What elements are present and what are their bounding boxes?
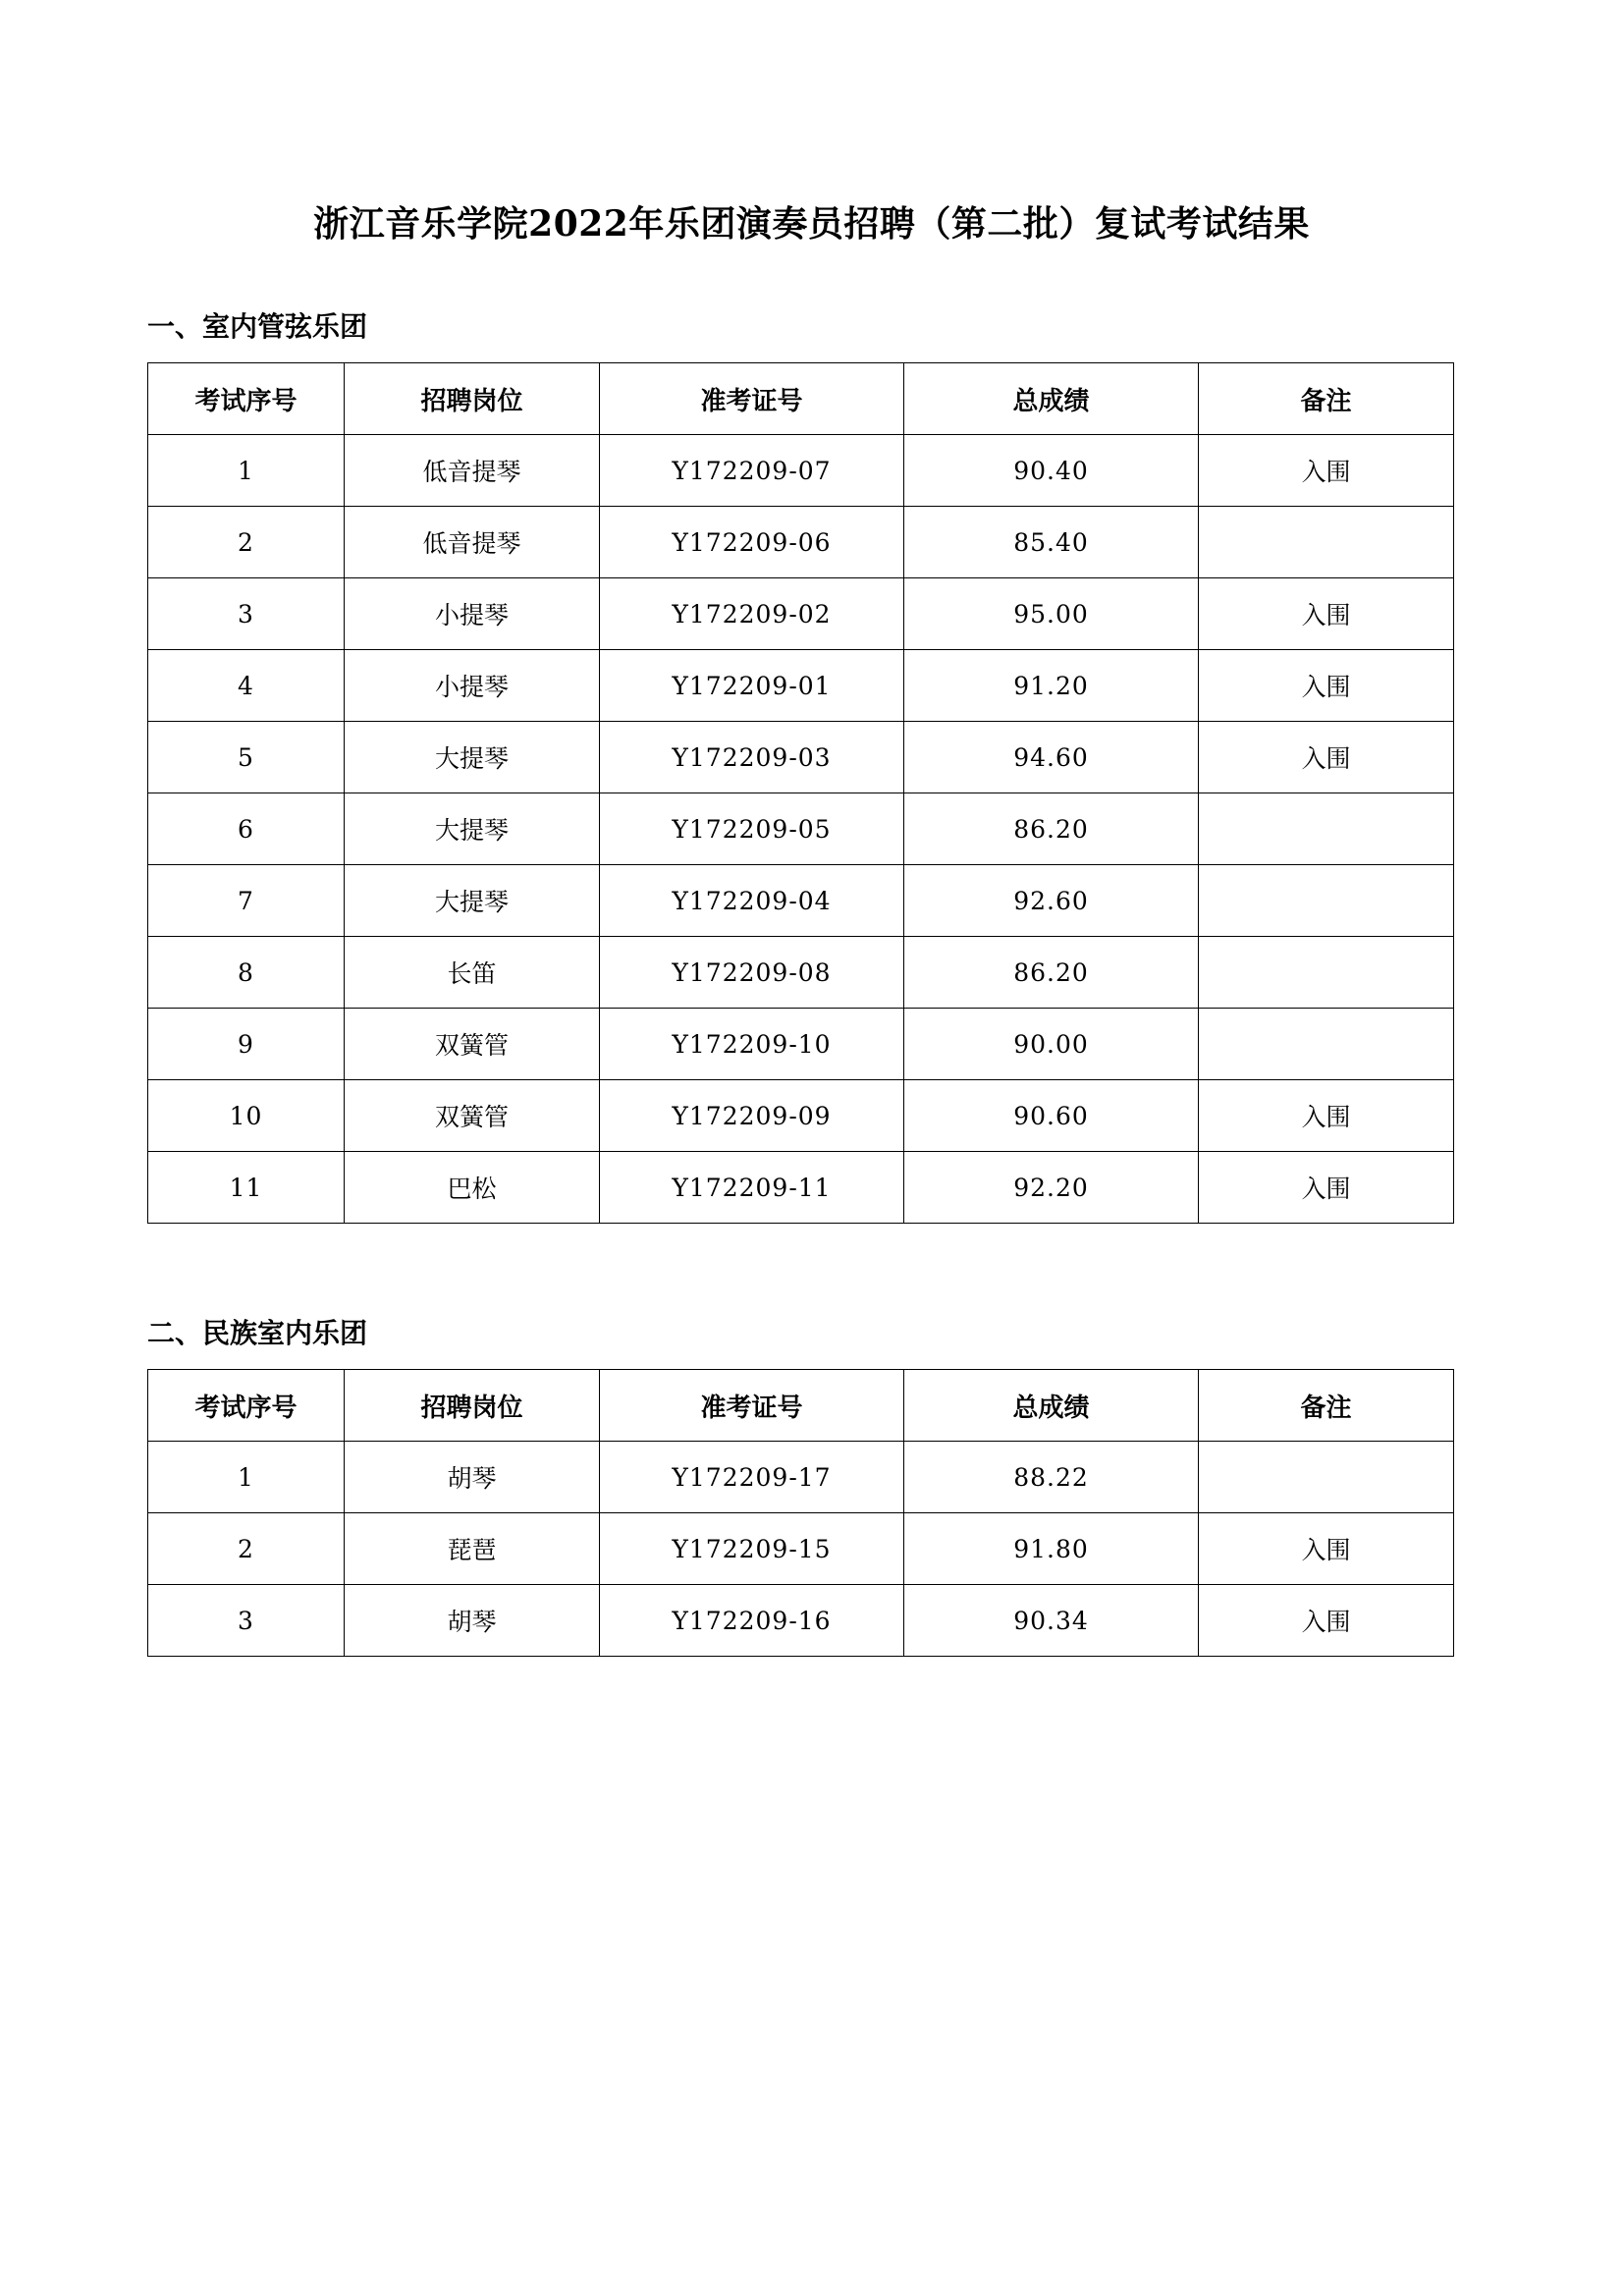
results-table-chinese-chamber-ensemble [147, 1369, 1454, 1657]
cell-total-score: 90.00 [904, 1009, 1199, 1080]
cell-position: 低音提琴 [345, 435, 600, 507]
column-header-ticket-number: 准考证号 [600, 363, 904, 435]
cell-position: 小提琴 [345, 578, 600, 650]
section-heading-chamber-orchestra: 一、室内管弦乐团 [147, 310, 368, 343]
cell-total-score: 90.60 [904, 1080, 1199, 1152]
cell-remark: 入围 [1199, 435, 1454, 507]
cell-exam-number: 1 [148, 1442, 345, 1513]
cell-total-score: 86.20 [904, 793, 1199, 865]
table-row [148, 507, 1454, 578]
cell-ticket-number: Y172209-07 [600, 435, 904, 507]
cell-position: 长笛 [345, 937, 600, 1009]
cell-position: 胡琴 [345, 1442, 600, 1513]
cell-total-score: 94.60 [904, 722, 1199, 793]
cell-remark [1199, 793, 1454, 865]
cell-ticket-number: Y172209-16 [600, 1585, 904, 1657]
cell-exam-number: 4 [148, 650, 345, 722]
table-row [148, 793, 1454, 865]
cell-position: 琵琶 [345, 1513, 600, 1585]
cell-total-score: 95.00 [904, 578, 1199, 650]
cell-ticket-number: Y172209-03 [600, 722, 904, 793]
cell-remark [1199, 937, 1454, 1009]
cell-remark: 入围 [1199, 578, 1454, 650]
cell-total-score: 88.22 [904, 1442, 1199, 1513]
cell-exam-number: 1 [148, 435, 345, 507]
cell-position: 大提琴 [345, 793, 600, 865]
cell-total-score: 92.60 [904, 865, 1199, 937]
column-header-exam-number: 考试序号 [148, 363, 345, 435]
cell-position: 大提琴 [345, 722, 600, 793]
cell-total-score: 92.20 [904, 1152, 1199, 1224]
cell-ticket-number: Y172209-01 [600, 650, 904, 722]
cell-ticket-number: Y172209-05 [600, 793, 904, 865]
cell-total-score: 90.40 [904, 435, 1199, 507]
cell-exam-number: 8 [148, 937, 345, 1009]
cell-position: 双簧管 [345, 1009, 600, 1080]
table-row [148, 937, 1454, 1009]
page-bottom-spacer [147, 1657, 1476, 2050]
column-header-remark: 备注 [1199, 1370, 1454, 1442]
table-row [148, 1009, 1454, 1080]
cell-ticket-number: Y172209-10 [600, 1009, 904, 1080]
cell-position: 大提琴 [345, 865, 600, 937]
table-row [148, 1080, 1454, 1152]
cell-position: 双簧管 [345, 1080, 600, 1152]
cell-remark [1199, 865, 1454, 937]
cell-exam-number: 5 [148, 722, 345, 793]
table-row [148, 722, 1454, 793]
cell-ticket-number: Y172209-11 [600, 1152, 904, 1224]
column-header-position: 招聘岗位 [345, 1370, 600, 1442]
page-title: 浙江音乐学院2022年乐团演奏员招聘（第二批）复试考试结果 [313, 203, 1310, 245]
cell-ticket-number: Y172209-04 [600, 865, 904, 937]
cell-remark [1199, 507, 1454, 578]
section-heading-chinese-chamber-ensemble: 二、民族室内乐团 [147, 1317, 368, 1349]
table-row [148, 650, 1454, 722]
cell-remark: 入围 [1199, 1513, 1454, 1585]
column-header-exam-number: 考试序号 [148, 1370, 345, 1442]
column-header-remark: 备注 [1199, 363, 1454, 435]
table-row [148, 1152, 1454, 1224]
cell-remark: 入围 [1199, 1080, 1454, 1152]
column-header-ticket-number: 准考证号 [600, 1370, 904, 1442]
cell-exam-number: 2 [148, 1513, 345, 1585]
table-header-row [148, 363, 1454, 435]
cell-exam-number: 3 [148, 1585, 345, 1657]
cell-remark: 入围 [1199, 1152, 1454, 1224]
cell-ticket-number: Y172209-06 [600, 507, 904, 578]
table-row [148, 1442, 1454, 1513]
cell-total-score: 86.20 [904, 937, 1199, 1009]
cell-position: 胡琴 [345, 1585, 600, 1657]
cell-ticket-number: Y172209-15 [600, 1513, 904, 1585]
table-header-row [148, 1370, 1454, 1442]
cell-total-score: 85.40 [904, 507, 1199, 578]
cell-position: 小提琴 [345, 650, 600, 722]
table-row [148, 578, 1454, 650]
cell-remark [1199, 1009, 1454, 1080]
table-row [148, 1585, 1454, 1657]
cell-exam-number: 9 [148, 1009, 345, 1080]
cell-exam-number: 2 [148, 507, 345, 578]
table-row [148, 1513, 1454, 1585]
results-table-chamber-orchestra [147, 362, 1454, 1224]
cell-total-score: 90.34 [904, 1585, 1199, 1657]
cell-remark: 入围 [1199, 722, 1454, 793]
cell-position: 低音提琴 [345, 507, 600, 578]
cell-ticket-number: Y172209-09 [600, 1080, 904, 1152]
cell-ticket-number: Y172209-17 [600, 1442, 904, 1513]
cell-exam-number: 10 [148, 1080, 345, 1152]
cell-remark: 入围 [1199, 1585, 1454, 1657]
cell-total-score: 91.80 [904, 1513, 1199, 1585]
cell-remark: 入围 [1199, 650, 1454, 722]
cell-remark [1199, 1442, 1454, 1513]
table-row [148, 865, 1454, 937]
cell-position: 巴松 [345, 1152, 600, 1224]
column-header-total-score: 总成绩 [904, 1370, 1199, 1442]
cell-exam-number: 11 [148, 1152, 345, 1224]
column-header-total-score: 总成绩 [904, 363, 1199, 435]
column-header-position: 招聘岗位 [345, 363, 600, 435]
cell-ticket-number: Y172209-08 [600, 937, 904, 1009]
cell-exam-number: 7 [148, 865, 345, 937]
cell-exam-number: 6 [148, 793, 345, 865]
cell-total-score: 91.20 [904, 650, 1199, 722]
table-row [148, 435, 1454, 507]
cell-ticket-number: Y172209-02 [600, 578, 904, 650]
cell-exam-number: 3 [148, 578, 345, 650]
